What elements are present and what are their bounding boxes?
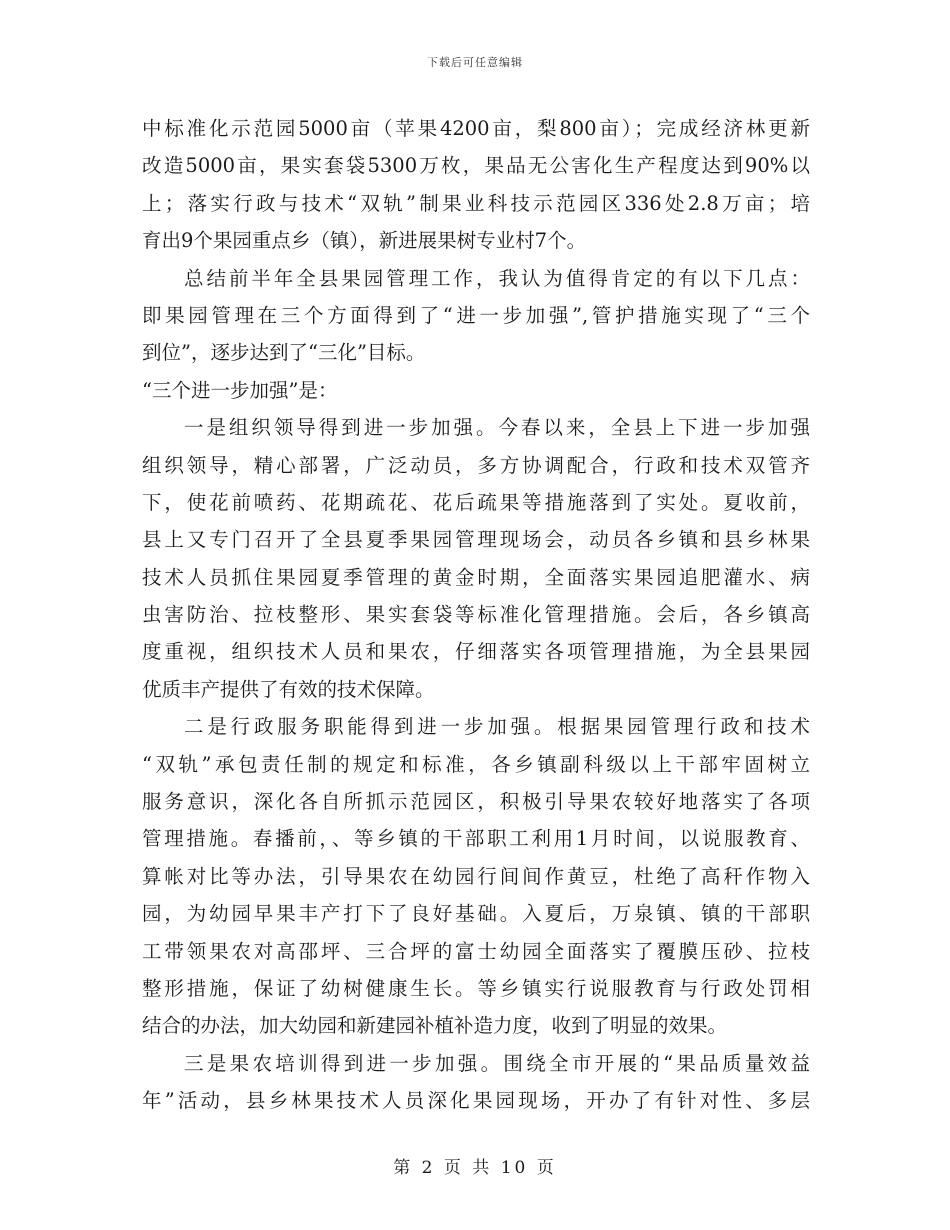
text-line: 管理措施。春播前，、等乡镇的干部职工利用1月时间，以说服教育、 bbox=[142, 827, 810, 851]
text-line: 技术人员抓住果园夏季管理的黄金时期，全面落实果园追肥灌水、病 bbox=[142, 565, 810, 589]
text-line: 度重视，组织技术人员和果农，仔细落实各项管理措施，为全县果园 bbox=[142, 640, 810, 664]
text-line: 即果园管理在三个方面得到了“进一步加强”,管护措施实现了“三个 bbox=[142, 303, 810, 327]
text-line: 改造5000亩，果实套袋5300万枚，果品无公害化生产程度达到90%以 bbox=[142, 154, 810, 178]
text-line: 中标准化示范园5000亩（苹果4200亩，梨800亩）；完成经济林更新 bbox=[142, 117, 810, 140]
document-body bbox=[142, 110, 810, 1120]
text-line: 算帐对比等办法，引导果农在幼园行间间作黄豆，杜绝了高秆作物入 bbox=[142, 864, 810, 888]
page-header: 下载后可任意编辑 bbox=[427, 56, 523, 69]
text-line: “三个进一步加强”是： bbox=[142, 378, 338, 402]
text-line: 整形措施，保证了幼树健康生长。等乡镇实行说服教育与行政处罚相 bbox=[142, 976, 810, 1000]
text-line: 组织领导，精心部署，广泛动员，多方协调配合，行政和技术双管齐 bbox=[142, 453, 810, 477]
text-line: 虫害防治、拉枝整形、果实套袋等标准化管理措施。会后，各乡镇高 bbox=[142, 603, 810, 627]
text-line: 上；落实行政与技术“双轨”制果业科技示范园区336处2.8万亩；培 bbox=[142, 191, 810, 215]
text-line: 到位”，逐步达到了“三化”目标。 bbox=[142, 341, 426, 365]
text-line: 二是行政服务职能得到进一步加强。根据果园管理行政和技术 bbox=[184, 715, 810, 739]
text-line: 县上又专门召开了全县夏季果园管理现场会，动员各乡镇和县乡林果 bbox=[142, 528, 810, 552]
text-line: 工带领果农对高邵坪、三合坪的富士幼园全面落实了覆膜压砂、拉枝 bbox=[142, 939, 810, 963]
text-line: 优质丰产提供了有效的技术保障。 bbox=[142, 677, 435, 701]
text-line: 结合的办法，加大幼园和新建园补植补造力度，收到了明显的效果。 bbox=[142, 1014, 728, 1038]
text-line: 园，为幼园早果丰产打下了良好基础。入夏后，万泉镇、镇的干部职 bbox=[142, 902, 810, 926]
text-line: 年”活动，县乡林果技术人员深化果园现场，开办了有针对性、多层 bbox=[142, 1089, 810, 1113]
text-line: 总结前半年全县果园管理工作，我认为值得肯定的有以下几点： bbox=[184, 266, 810, 290]
page-number-footer: 第 2 页 共 10 页 bbox=[393, 1158, 557, 1178]
text-line: 下，使花前喷药、花期疏花、花后疏果等措施落到了实处。夏收前， bbox=[142, 490, 810, 514]
text-line: “双轨”承包责任制的规定和标准，各乡镇副科级以上干部牢固树立 bbox=[142, 752, 810, 776]
text-line: 服务意识，深化各自所抓示范园区，积极引导果农较好地落实了各项 bbox=[142, 790, 810, 814]
text-line: 一是组织领导得到进一步加强。今春以来，全县上下进一步加强 bbox=[184, 416, 810, 440]
text-line: 育出9个果园重点乡（镇），新进展果树专业村7个。 bbox=[142, 229, 587, 253]
text-line: 三是果农培训得到进一步加强。围绕全市开展的“果品质量效益 bbox=[184, 1051, 810, 1075]
